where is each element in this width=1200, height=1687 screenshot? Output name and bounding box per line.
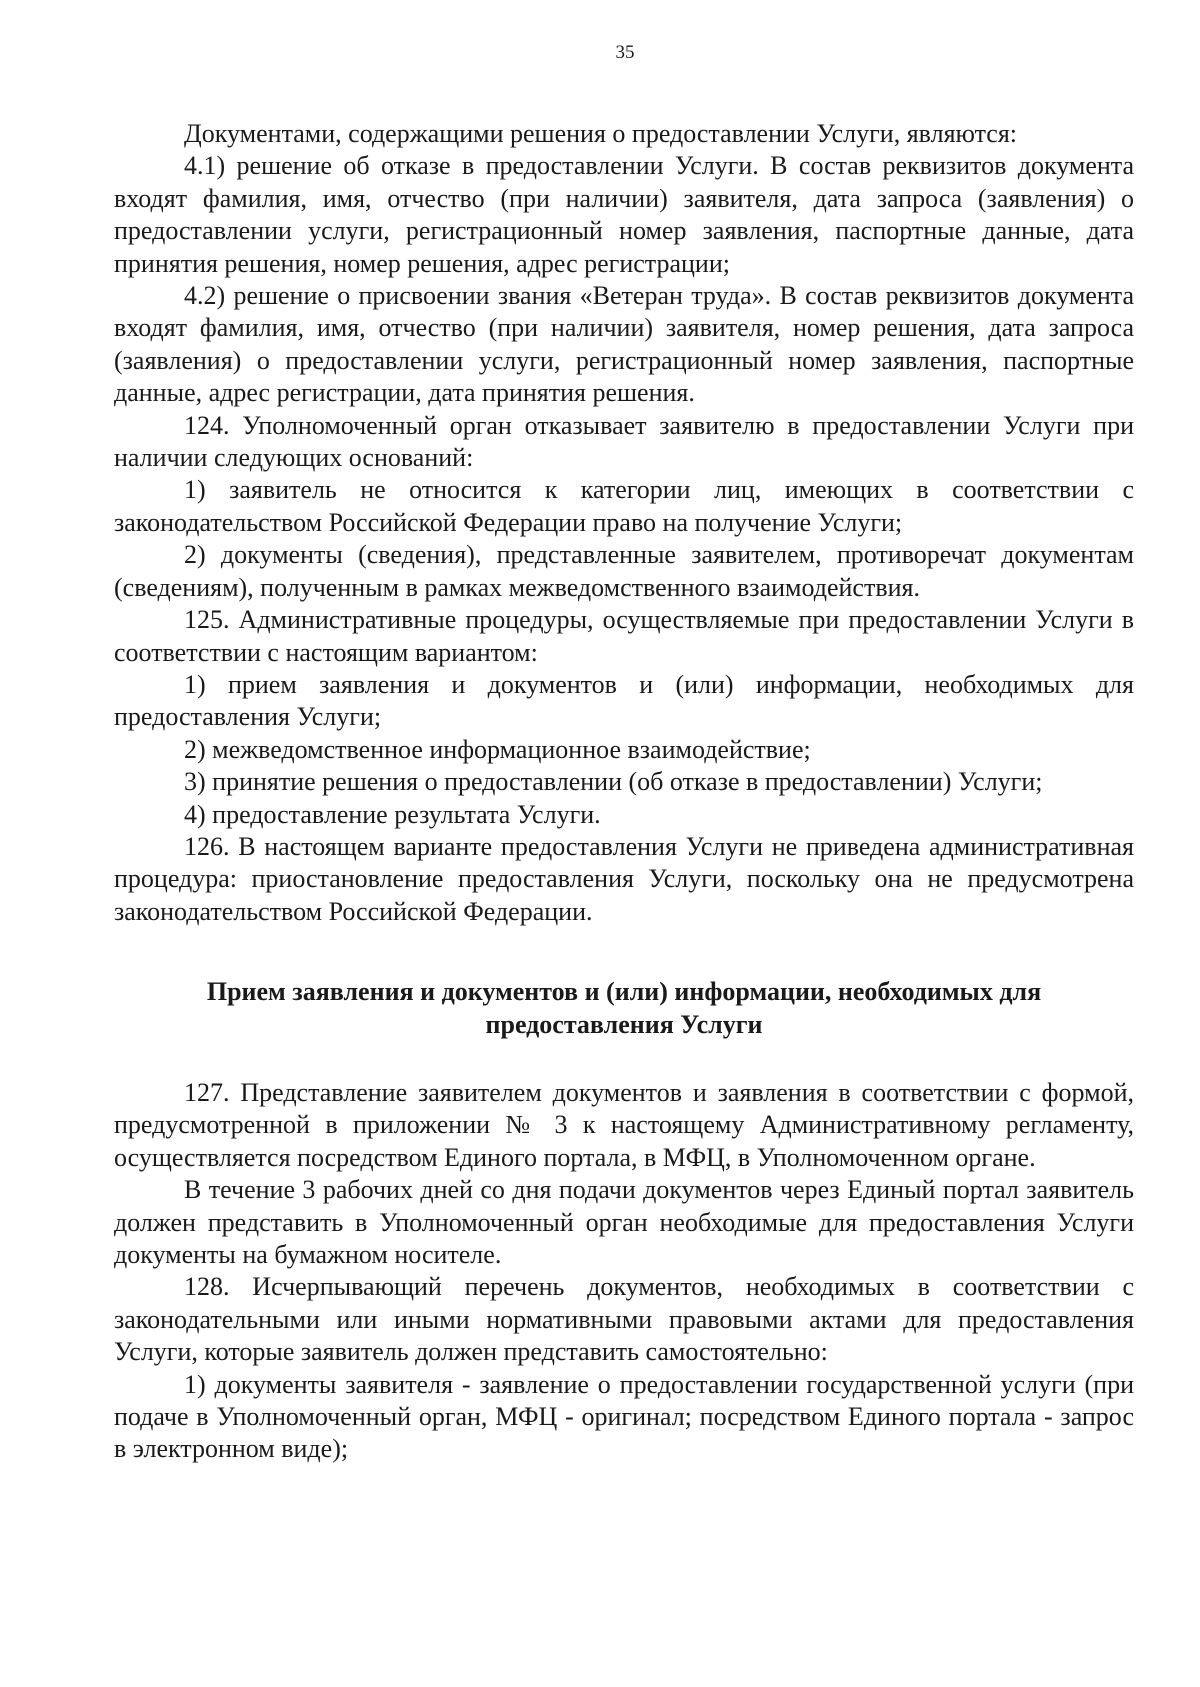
page-number: 35	[615, 42, 635, 63]
paragraph-127-continued: В течение 3 рабочих дней со дня подачи документов через Единый портал заявитель должен представить в Уполномоченный орган необходимые для предоставления Услуги документы на бумажном носителе.	[114, 1175, 1134, 1269]
paragraph-125-item-2: 2) межведомственное информационное взаимодействие;	[184, 734, 811, 764]
paragraph-128: 128. Исчерпывающий перечень документов, необходимых в соответствии с законодательными или иными нормативными правовыми актами для предоставления Услуги, которые заявитель должен представить самостоятельно:	[114, 1272, 1134, 1367]
section-heading-line-2: предоставления Услуги	[485, 1009, 763, 1039]
paragraph-4-1: 4.1) решение об отказе в предоставлении Услуги. В состав реквизитов документа входят фамилия, имя, отчество (при наличии) заявителя, дата запроса (заявления) о предоставлении услуги, регистрационный номер заявления, паспортные данные, дата принятия решения, номер решения, адрес регистрации;	[114, 151, 1134, 278]
paragraph-124: 124. Уполномоченный орган отказывает заявителю в предоставлении Услуги при наличии следующих оснований:	[114, 410, 1134, 473]
paragraph-124-item-1: 1) заявитель не относится к категории лиц, имеющих в соответствии с законодательством Российской Федерации право на получение Услуги;	[114, 475, 1134, 537]
intro-paragraph: Документами, содержащими решения о предоставлении Услуги, являются:	[184, 119, 1018, 148]
paragraph-125-item-3: 3) принятие решения о предоставлении (об отказе в предоставлении) Услуги;	[184, 767, 1043, 797]
document-body	[114, 118, 1134, 1466]
section-heading-line-1: Прием заявления и документов и (или) информации, необходимых для	[206, 977, 1042, 1007]
section-heading	[114, 976, 1134, 1041]
paragraph-125: 125. Административные процедуры, осуществляемые при предоставлении Услуги в соответствии с настоящим вариантом:	[114, 605, 1134, 667]
paragraph-125-item-4: 4) предоставление результата Услуги.	[184, 799, 601, 829]
paragraph-126: 126. В настоящем варианте предоставления Услуги не приведена административная процедура: приостановление предоставления Услуги, поскольку она не предусмотрена законодательством Российской Федерации.	[114, 831, 1134, 926]
paragraph-128-item-1: 1) документы заявителя - заявление о предоставлении государственной услуги (при подаче в Уполномоченный орган, МФЦ - оригинал; посредством Единого портала - запрос в электронном виде);	[114, 1369, 1134, 1464]
paragraph-4-2: 4.2) решение о присвоении звания «Ветеран труда». В состав реквизитов документа входят фамилия, имя, отчество (при наличии) заявителя, номер решения, дата запроса (заявления) о предоставлении услуги, регистрационный номер заявления, паспортные данные, адрес регистрации, дата принятия решения.	[114, 281, 1134, 408]
paragraph-125-item-1: 1) прием заявления и документов и (или) информации, необходимых для предоставления Услуги;	[114, 669, 1134, 732]
paragraph-127: 127. Представление заявителем документов и заявления в соответствии с формой, предусмотренной в приложении № 3 к настоящему Административному регламенту, осуществляется посредством Единого портала, в МФЦ, в Уполномоченном органе.	[114, 1077, 1134, 1172]
paragraph-124-item-2: 2) документы (сведения), представленные заявителем, противоречат документам (сведениям), полученным в рамках межведомственного взаимодействия.	[114, 540, 1134, 602]
